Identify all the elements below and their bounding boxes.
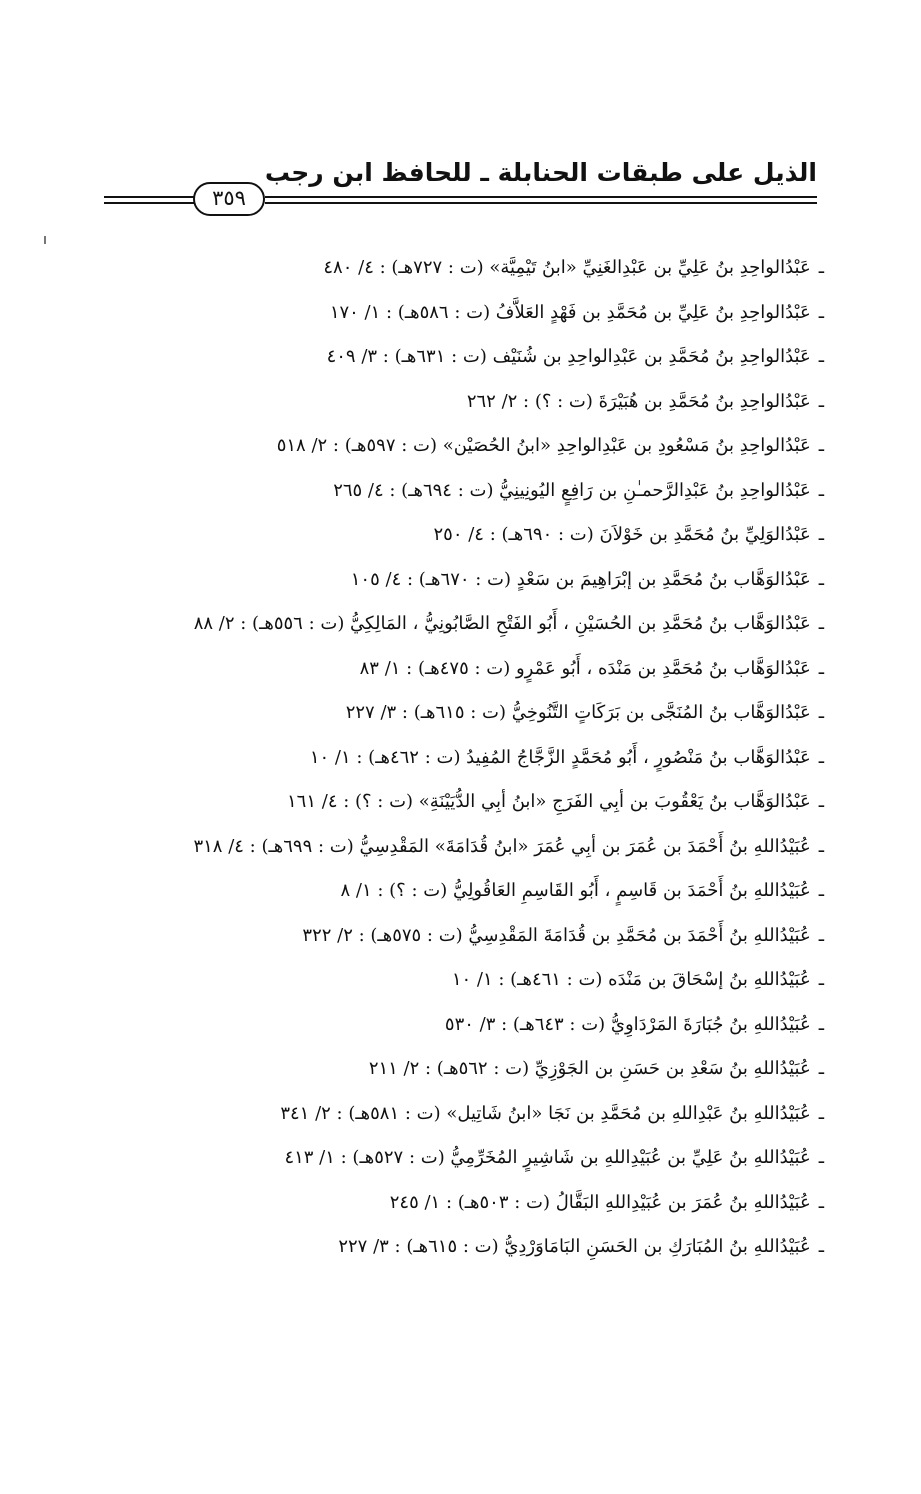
- index-entry: [104, 691, 824, 736]
- index-entry: [104, 736, 824, 781]
- bullet-dash: ـ: [818, 657, 824, 679]
- index-entries: [104, 246, 824, 1270]
- entry-text: عُبَيْدُاللهِ بنُ جُبَارَةَ المَرْدَاوِيُّ (ت : ٦٤٣هـ) : ٣/ ٥٣٠: [444, 1013, 811, 1035]
- entry-text: عَبْدُالواحِدِ بنُ مُحَمَّدِ بن عَبْدِالواحِدِ بن شُنَيْف (ت : ٦٣١هـ) : ٣/ ٤٠٩: [326, 346, 811, 367]
- entry-text: عُبَيْدُاللهِ بنُ عُمَرَ بن عُبَيْدِاللهِ البَقَّالُ (ت : ٥٠٣هـ) : ١/ ٢٤٥: [389, 1191, 811, 1213]
- index-entry: [104, 291, 824, 336]
- index-entry: [104, 1225, 824, 1270]
- entry-text: عَبْدُالوَهَّاب بنُ مَنْصُورٍ ، أَبُو مُحَمَّدٍ الزَّجَّاجُ المُفِيدُ (ت : ٤٦٢هـ) : ١/ ١٠: [309, 746, 811, 768]
- entry-text: عَبْدُالوَهَّاب بنُ مُحَمَّدِ بن الحُسَيْنِ ، أَبُو الفَتْحِ الصَّابُونِيُّ ، المَالِكِيُّ (ت : ٥٥٦هـ) : ٢/ ٨٨: [193, 613, 811, 634]
- entry-text: عَبْدُالواحِدِ بنُ عَبْدِالرَّحمـٰنِ بن رَافِعٍ اليُونِينِيُّ (ت : ٦٩٤هـ) : ٤/ ٢٦٥: [333, 479, 811, 501]
- index-entry: [104, 869, 824, 914]
- bullet-dash: ـ: [818, 969, 824, 990]
- bullet-dash: ـ: [818, 835, 824, 857]
- bullet-dash: ـ: [818, 1191, 824, 1213]
- bullet-dash: ـ: [818, 1102, 824, 1124]
- entry-text: عُبَيْدُاللهِ بنُ عَبْدِاللهِ بن مُحَمَّدِ بن نَجَا «ابنُ شَاتِيل» (ت : ٥٨١هـ) : ٢/ ٣٤١: [280, 1102, 811, 1124]
- index-entry: [104, 1136, 824, 1181]
- entry-text: عُبَيْدُاللهِ بنُ أَحْمَدَ بن قَاسِمٍ ، أَبُو القَاسِمِ العَاقُولِيُّ (ت : ؟) : ١/ ٨: [340, 880, 811, 901]
- bullet-dash: ـ: [818, 613, 824, 634]
- bullet-dash: ـ: [818, 390, 824, 412]
- index-entry: [104, 825, 824, 870]
- entry-text: عُبَيْدُاللهِ بنُ أَحْمَدَ بن مُحَمَّدِ بن قُدَامَةَ المَقْدِسِيُّ (ت : ٥٧٥هـ) : ٢/ ٣٢٢: [302, 924, 811, 946]
- rule-line: [104, 196, 194, 198]
- index-entry: [104, 914, 824, 959]
- index-entry: [104, 335, 824, 380]
- index-entry: [104, 602, 824, 647]
- rule-line: [104, 202, 194, 204]
- entry-text: عَبْدُالواحِدِ بنُ مَسْعُودِ بن عَبْدِالواحِدِ «ابنُ الحُصَيْن» (ت : ٥٩٧هـ) : ٢/ ٥١٨: [276, 435, 811, 456]
- entry-text: عَبْدُالواحِدِ بنُ عَلِيِّ بن مُحَمَّدِ بن فَهْدٍ العَلاَّفُ (ت : ٥٨٦هـ) : ١/ ١٧٠: [329, 301, 811, 323]
- entry-text: عُبَيْدُاللهِ بنُ سَعْدِ بن حَسَنِ بن الجَوْزِيِّ (ت : ٥٦٢هـ) : ٢/ ٢١١: [368, 1058, 811, 1079]
- bullet-dash: ـ: [818, 924, 824, 946]
- bullet-dash: ـ: [818, 1236, 824, 1257]
- margin-mark: [44, 236, 46, 244]
- entry-text: عَبْدُالوَهَّاب بنُ يَعْقُوبَ بن أبِي الفَرَجِ «ابنُ أبِي الدُّيَيْنَةِ» (ت : ؟) : ٤/ ١٦١: [287, 791, 811, 812]
- entry-text: عَبْدُالوَهَّاب بنُ مُحَمَّدِ بن مَنْدَه ، أَبُو عَمْرٍو (ت : ٤٧٥هـ) : ١/ ٨٣: [359, 657, 811, 679]
- entry-text: عُبَيْدُاللهِ بنُ المُبَارَكِ بن الحَسَنِ البَامَاوَرْدِيُّ (ت : ٦١٥هـ) : ٣/ ٢٢٧: [338, 1236, 811, 1257]
- bullet-dash: ـ: [818, 746, 824, 768]
- index-entry: [104, 380, 824, 425]
- index-entry: [104, 1003, 824, 1048]
- bullet-dash: ـ: [818, 702, 824, 723]
- index-entry: [104, 424, 824, 469]
- index-entry: [104, 1181, 824, 1226]
- header-rule-left: [104, 192, 194, 209]
- bullet-dash: ـ: [818, 479, 824, 501]
- bullet-dash: ـ: [818, 1147, 824, 1168]
- page-number: ٣٥٩: [193, 182, 265, 216]
- header-rule-right: [265, 192, 817, 209]
- index-entry: [104, 246, 824, 291]
- index-entry: [104, 958, 824, 1003]
- entry-text: عَبْدُالواحِدِ بنُ مُحَمَّدِ بن هُبَيْرَةَ (ت : ؟) : ٢/ ٢٦٢: [466, 390, 811, 412]
- index-entry: [104, 513, 824, 558]
- bullet-dash: ـ: [818, 568, 824, 590]
- index-entry: [104, 558, 824, 603]
- entry-text: عَبْدُالواحِدِ بنُ عَلِيِّ بن عَبْدِالغَنِيِّ «ابنُ تَيْمِيَّة» (ت : ٧٢٧هـ) : ٤/ ٤٨٠: [323, 257, 811, 278]
- index-entry: [104, 469, 824, 514]
- entry-text: عَبْدُالوَهَّاب بنُ المُنَجَّى بن بَرَكَاتٍ التَّنُوخِيُّ (ت : ٦١٥هـ) : ٣/ ٢٢٧: [345, 702, 811, 723]
- bullet-dash: ـ: [818, 880, 824, 901]
- bullet-dash: ـ: [818, 524, 824, 545]
- bullet-dash: ـ: [818, 435, 824, 456]
- bullet-dash: ـ: [818, 301, 824, 323]
- bullet-dash: ـ: [818, 346, 824, 367]
- index-entry: [104, 1047, 824, 1092]
- entry-text: عَبْدُالوَلِيِّ بنُ مُحَمَّدِ بن خَوْلاَنَ (ت : ٦٩٠هـ) : ٤/ ٢٥٠: [433, 524, 811, 545]
- entry-text: عُبَيْدُاللهِ بنُ عَلِيِّ بن عُبَيْدِاللهِ بن شَاشِيرٍ المُخَرِّمِيُّ (ت : ٥٢٧هـ) : ١/ ٤١٣: [284, 1147, 811, 1168]
- running-header-title: الذيل على طبقات الحنابلة ـ للحافظ ابن رجب: [264, 158, 817, 187]
- index-entry: [104, 1092, 824, 1137]
- rule-line: [265, 196, 817, 198]
- bullet-dash: ـ: [818, 1013, 824, 1035]
- entry-text: عُبَيْدُاللهِ بنُ إسْحَاقَ بن مَنْدَه (ت : ٤٦١هـ) : ١/ ١٠: [451, 969, 811, 990]
- bullet-dash: ـ: [818, 791, 824, 812]
- rule-line: [265, 202, 817, 204]
- entry-text: عَبْدُالوَهَّاب بنُ مُحَمَّدِ بن إبْرَاهِيمَ بن سَعْدٍ (ت : ٦٧٠هـ) : ٤/ ١٠٥: [350, 568, 811, 590]
- index-entry: [104, 780, 824, 825]
- entry-text: عُبَيْدُاللهِ بنُ أَحْمَدَ بن عُمَرَ بن أبِي عُمَرَ «ابنُ قُدَامَةَ» المَقْدِسِيُّ (ت : ٦٩٩هـ) : ٤/ ٣١٨: [193, 835, 811, 857]
- index-entry: [104, 647, 824, 692]
- bullet-dash: ـ: [818, 257, 824, 278]
- bullet-dash: ـ: [818, 1058, 824, 1079]
